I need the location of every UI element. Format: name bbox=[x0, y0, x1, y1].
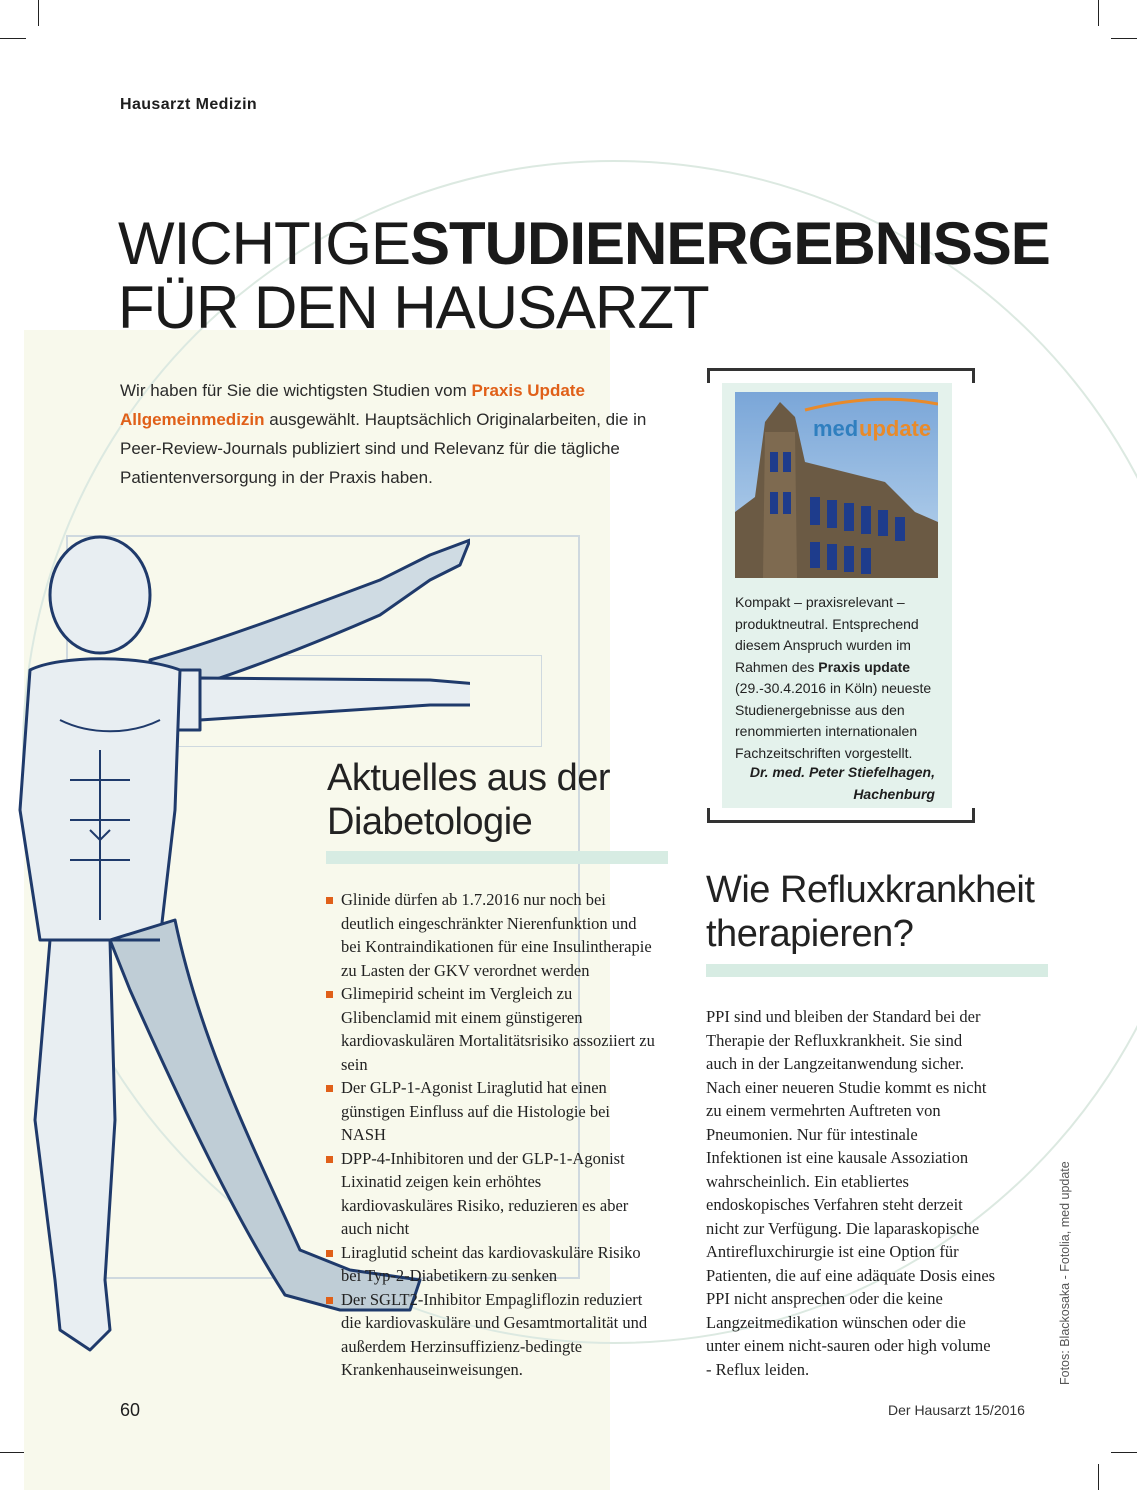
author-location: Hachenburg bbox=[853, 785, 935, 802]
reflux-body-text: PPI sind und bleiben der Standard bei der Therapie der Refluxkrankheit. Sie sind auch in der Langzeitanwendung sicher. Nach einer neueren Studie kommt es nicht zu einem vermehrten Auftreten von Pneumonien. Nur für intestinale Infektionen ist eine kausale Assoziation wahrscheinlich. Ein etabliertes endoskopisches Verfahren steht derzeit nicht zur Verfügung. Die laparaskopische Antirefluxchirurgie ist eine Option für Patienten, die auf eine adäquate Dosis eines PPI nicht ansprechen oder die keine Langzeitmedikation wünschen oder die unter einem nicht-sauren oder high volume - Reflux leiden. bbox=[706, 1007, 996, 1379]
headline-bold-text: STUDIENERGEBNISSE bbox=[409, 210, 1050, 277]
diabetology-heading-bar bbox=[326, 851, 668, 864]
section-label: Hausarzt Medizin bbox=[120, 96, 258, 113]
diabetology-heading bbox=[327, 756, 610, 844]
cologne-gurzenich-photo bbox=[735, 392, 938, 578]
intro-text: Wir haben für Sie die wichtigsten Studien vom bbox=[120, 381, 472, 400]
diabetology-heading-line-1: Aktuelles aus der bbox=[327, 757, 610, 799]
author-name: Dr. med. Peter Stiefelhagen, bbox=[749, 764, 935, 780]
bullet-item: Der GLP-1-Agonist Liraglutid hat einen günstigen Einfluss auf die Histologie bei NASH bbox=[325, 1076, 655, 1147]
intro-paragraph bbox=[120, 376, 665, 492]
medupdate-logo-med: med bbox=[813, 416, 859, 441]
reflux-heading bbox=[706, 868, 1034, 956]
photo-credit-text: Fotos: Blackosaka - Fotolia, med update bbox=[1058, 1161, 1072, 1385]
crop-mark bbox=[38, 0, 39, 26]
bullet-item: Glinide dürfen ab 1.7.2016 nur noch bei deutlich eingeschränkter Nierenfunktion und bei Kontraindikationen für eine Insulintherapie zu Lasten der GKV verordnet werden bbox=[325, 888, 655, 982]
intro-highlight-allgemeinmedizin: Allgemeinmedizin bbox=[120, 410, 265, 429]
photo-credit bbox=[1058, 1145, 1078, 1385]
page-number: 60 bbox=[120, 1400, 141, 1420]
bullet-item: Der SGLT2-Inhibitor Empagliflozin reduziert die kardiovaskuläre und Gesamtmortalität und außerdem Herzinsuffizienz-bedingte Krankenhauseinweisungen. bbox=[325, 1288, 655, 1382]
crop-mark bbox=[1111, 38, 1137, 39]
bullet-item: Liraglutid scheint das kardiovaskuläre Risiko bei Typ-2-Diabetikern zu senken bbox=[325, 1241, 655, 1288]
intro-highlight-praxis-update: Praxis Update bbox=[471, 381, 585, 400]
headline-line-2: FÜR DEN HAUSARZT bbox=[118, 274, 709, 341]
crop-mark bbox=[0, 38, 26, 39]
info-box-text bbox=[735, 592, 945, 764]
reflux-heading-line-1: Wie Refluxkrankheit bbox=[706, 869, 1035, 911]
headline-light-text: WICHTIGE bbox=[118, 210, 410, 277]
crop-mark bbox=[1098, 0, 1099, 26]
bullet-item: Glimepirid scheint im Vergleich zu Glibenclamid mit einem günstigeren kardiovaskulären Mortalitätsrisiko assoziiert zu sein bbox=[325, 982, 655, 1076]
crop-mark bbox=[1098, 1464, 1099, 1490]
info-box-text-bold: Praxis update bbox=[818, 658, 911, 675]
medupdate-logo-update: update bbox=[859, 416, 932, 441]
crop-mark bbox=[1111, 1452, 1137, 1453]
info-box-text-pre: Kompakt – praxisrelevant – produktneutral. Entsprechend diesem Anspruch wurden im Rahmen des bbox=[735, 594, 919, 675]
bullet-item: DPP-4-Inhibitoren und der GLP-1-Agonist Lixinatid zeigen kein erhöhtes kardiovaskuläres Risiko, reduzieren es aber auch nicht bbox=[325, 1147, 655, 1241]
diabetology-heading-line-2: Diabetologie bbox=[327, 801, 533, 843]
info-box-text-post: (29.-30.4.2016 in Köln) neueste Studienergebnisse aus den renommierten internationalen Fachzeitschriften vorgestellt. bbox=[735, 680, 932, 761]
info-box-author bbox=[735, 762, 935, 805]
headline-line-1 bbox=[118, 210, 1050, 277]
reflux-heading-line-2: therapieren? bbox=[706, 913, 914, 955]
reflux-heading-bar bbox=[706, 964, 1048, 977]
diabetology-bullet-list bbox=[325, 888, 655, 1382]
issue-label: Der Hausarzt 15/2016 bbox=[888, 1402, 1025, 1418]
crop-mark bbox=[0, 1452, 26, 1453]
intro-text-rest: ausgewählt. Hauptsächlich Originalarbeiten, die in Peer-Review-Journals publiziert sind und Relevanz für die tägliche Patientenversorgung in der Praxis haben. bbox=[120, 410, 647, 487]
